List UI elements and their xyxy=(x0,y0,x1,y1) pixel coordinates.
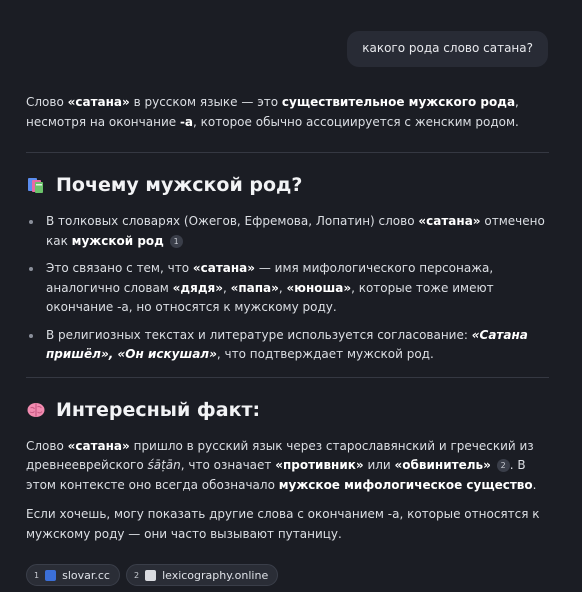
user-message-text: какого рода слово сатана? xyxy=(362,41,533,55)
text: или xyxy=(363,458,395,472)
text: . В этом контексте оно всегда обозначало xyxy=(26,458,526,492)
text: , что означает xyxy=(180,458,276,472)
section-title: Почему мужской род? xyxy=(56,174,303,196)
list-item xyxy=(26,326,549,365)
books-icon xyxy=(26,175,46,195)
bold-text: «дядя» xyxy=(172,280,223,295)
text: Это связано с тем, что xyxy=(46,261,193,275)
bold-text: «сатана» xyxy=(192,261,256,275)
source-chip-slovar[interactable] xyxy=(26,564,120,586)
text: Слово xyxy=(26,438,68,453)
bold-text: -а xyxy=(179,114,194,129)
divider xyxy=(26,152,549,153)
lexicography-favicon-icon xyxy=(145,570,156,581)
source-label: lexicography.online xyxy=(162,568,269,582)
text: в русском языке — это xyxy=(129,95,282,109)
text: , что подтверждает мужской род. xyxy=(216,347,434,361)
bold-text: существительное мужского рода xyxy=(281,95,516,109)
brain-icon xyxy=(26,400,46,420)
text: пришло в русский язык через старославянский и греческий из древнееврейского xyxy=(26,438,534,472)
slovar-favicon-icon xyxy=(45,570,56,581)
offer-paragraph: Если хочешь, могу показать другие слова с окончанием -а, которые относятся к мужскому роду — они часто вызывают путаницу. xyxy=(26,507,540,541)
text: . xyxy=(532,477,537,492)
text: , которые тоже имеют окончание -а, но относятся к мужскому роду. xyxy=(46,280,494,314)
bold-text: «сатана» xyxy=(418,214,481,228)
section-heading-why-masculine xyxy=(26,172,549,198)
source-chip-lexicography[interactable] xyxy=(126,564,278,586)
sources-list xyxy=(26,564,278,586)
source-number: 1 xyxy=(34,570,40,580)
text: В религиозных текстах и литературе используется согласование: xyxy=(46,327,472,342)
reasons-list xyxy=(26,212,549,365)
text: , которое обычно ассоциируется с женским родом. xyxy=(193,114,519,129)
italic-example: «Сатана пришёл», «Он искушал» xyxy=(46,327,528,361)
section-heading-fact xyxy=(26,397,549,423)
source-number: 2 xyxy=(133,570,140,580)
intro-paragraph xyxy=(26,93,549,132)
bold-text: «противник» xyxy=(275,458,364,472)
italic-text: śāṭān xyxy=(147,458,181,472)
fact-paragraph xyxy=(26,437,549,496)
source-label: slovar.cc xyxy=(62,568,110,582)
text: , xyxy=(278,280,287,295)
assistant-response xyxy=(26,93,549,544)
bold-text: «папа» xyxy=(230,280,279,295)
bold-text: «сатана» xyxy=(67,95,130,109)
bold-text: «обвинитель» xyxy=(394,458,491,472)
list-item xyxy=(26,212,549,251)
bold-text: «юноша» xyxy=(286,280,352,295)
text: , xyxy=(222,280,231,295)
section-title: Интересный факт: xyxy=(56,398,261,421)
bold-text: «сатана» xyxy=(67,438,130,453)
user-message-bubble xyxy=(347,31,548,67)
text: Слово xyxy=(26,95,68,109)
bold-text: мужское мифологическое существо xyxy=(278,477,533,492)
text: — имя мифологического персонажа, аналогично словам xyxy=(46,261,494,295)
text: отмечено как xyxy=(46,214,545,248)
divider xyxy=(26,377,549,378)
citation-badge[interactable]: 1 xyxy=(170,235,183,248)
bold-text: мужской род xyxy=(71,233,164,248)
text: В толковых словарях (Ожегов, Ефремова, Лопатин) слово xyxy=(46,214,419,228)
text: , несмотря на окончание xyxy=(26,95,519,129)
list-item xyxy=(26,259,549,318)
citation-badge[interactable]: 2 xyxy=(497,459,510,472)
